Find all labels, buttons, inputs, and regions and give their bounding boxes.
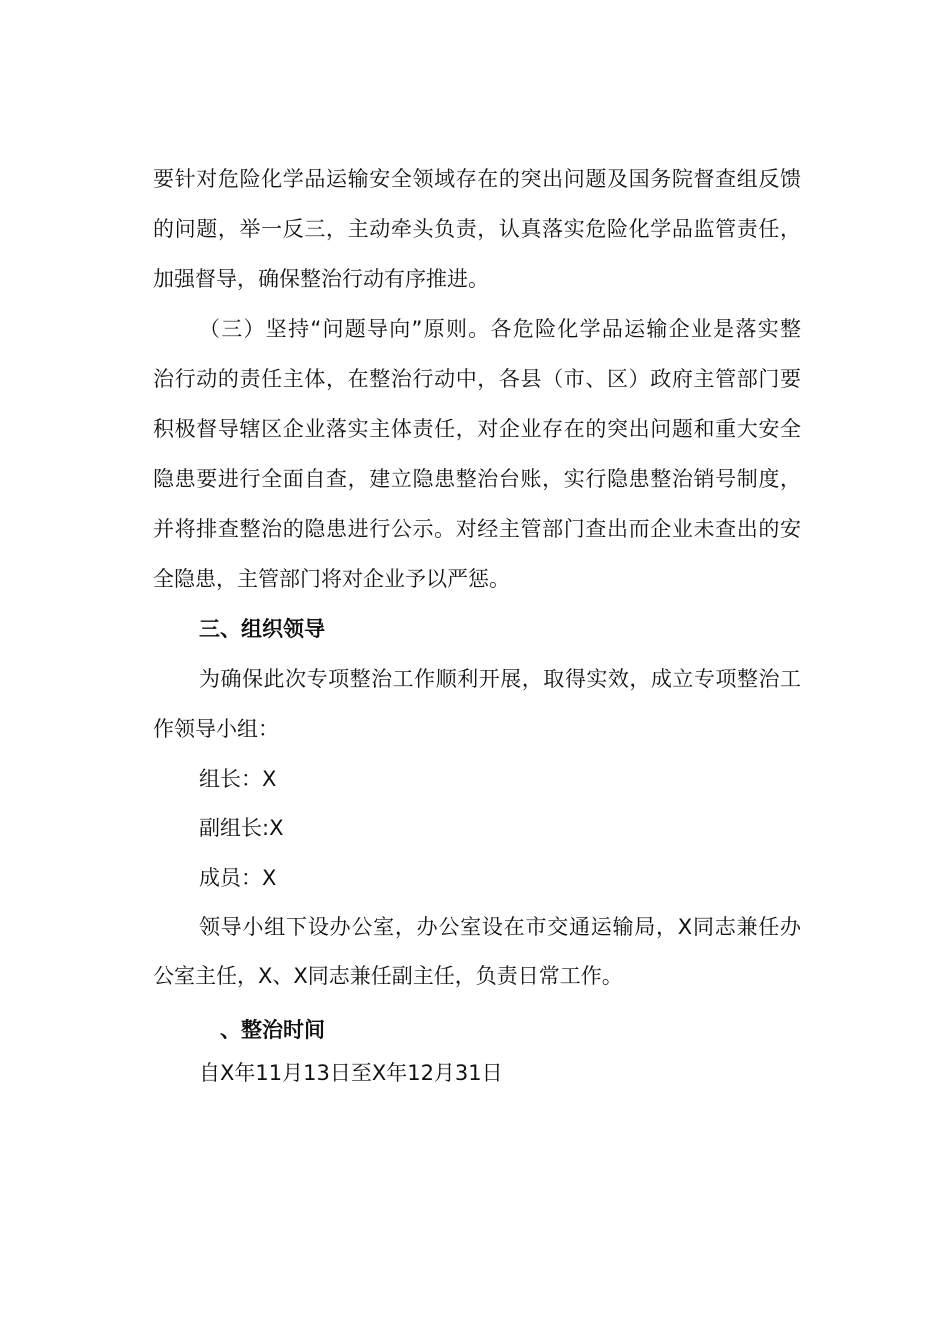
paragraph-line: （三）坚持“问题导向”原则。各危险化学品运输企业是落实整 [199, 317, 801, 341]
section-heading: 三、组织领导 [199, 617, 325, 641]
paragraph-line: 全隐患，主管部门将对企业予以严惩。 [153, 567, 510, 591]
paragraph-line: 治行动的责任主体，在整治行动中，各县（市、区）政府主管部门要 [153, 367, 801, 391]
paragraph-line: 作领导小组： [153, 717, 279, 741]
paragraph-line: 隐患要进行全面自查，建立隐患整治台账，实行隐患整治销号制度， [153, 467, 801, 491]
section-heading: 、整治时间 [220, 1018, 325, 1042]
group-members: 成员：X [199, 866, 277, 890]
group-deputy-leader: 副组长:X [199, 816, 284, 840]
paragraph-line: 加强督导，确保整治行动有序推进。 [153, 267, 489, 291]
remediation-period: 自X年11月13日至X年12月31日 [199, 1061, 503, 1085]
paragraph-line: 积极督导辖区企业落实主体责任，对企业存在的突出问题和重大安全 [153, 417, 801, 441]
paragraph-line: 为确保此次专项整治工作顺利开展，取得实效，成立专项整治工 [199, 667, 801, 691]
paragraph-line: 并将排查整治的隐患进行公示。对经主管部门查出而企业未查出的安 [153, 517, 801, 541]
paragraph-line: 公室主任，X、X同志兼任副主任，负责日常工作。 [153, 964, 623, 988]
paragraph-line: 领导小组下设办公室，办公室设在市交通运输局，X同志兼任办 [199, 915, 801, 939]
group-leader: 组长：X [199, 767, 277, 791]
paragraph-line: 的问题，举一反三，主动牵头负责，认真落实危险化学品监管责任， [153, 217, 801, 241]
paragraph-line: 要针对危险化学品运输安全领域存在的突出问题及国务院督查组反馈 [153, 167, 801, 191]
